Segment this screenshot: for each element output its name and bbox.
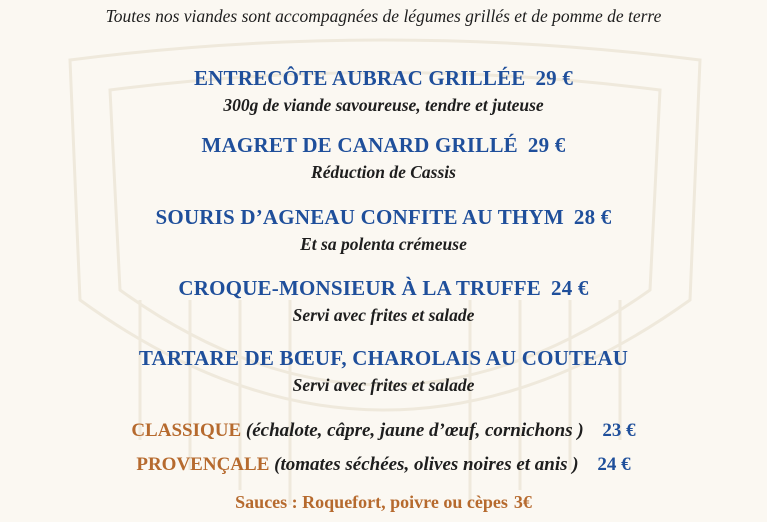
variant-price: 24 € <box>597 454 631 475</box>
dish-name: CROQUE-MONSIEUR À LA TRUFFE <box>178 276 542 300</box>
dish-name: SOURIS D’AGNEAU CONFITE AU THYM <box>155 205 564 229</box>
dish-croque-monsieur <box>0 276 767 326</box>
sauces-price: 3€ <box>513 492 532 512</box>
dish-entrecote <box>0 66 767 116</box>
dish-price: 28 € <box>573 205 612 229</box>
dish-description: Servi avec frites et salade <box>292 375 475 395</box>
dish-name: TARTARE DE BŒUF, CHAROLAIS AU COUTEAU <box>138 346 629 370</box>
dish-name: MAGRET DE CANARD GRILLÉ <box>201 133 518 157</box>
variant-detail: (tomates séchées, olives noires et anis ) <box>274 454 579 475</box>
variant-classique <box>0 420 767 442</box>
dish-title <box>0 276 767 301</box>
dish-price: 24 € <box>551 276 589 300</box>
dish-description: Et sa polenta crémeuse <box>300 234 467 254</box>
dish-title <box>0 346 767 371</box>
intro-note: Toutes nos viandes sont accompagnées de légumes grillés et de pomme de terre <box>105 6 662 26</box>
dish-description: 300g de viande savoureuse, tendre et juteuse <box>223 95 544 115</box>
dish-magret <box>0 133 767 183</box>
dish-name: ENTRECÔTE AUBRAC GRILLÉE <box>193 66 526 90</box>
variant-name: CLASSIQUE <box>131 420 242 441</box>
dish-tartare <box>0 346 767 396</box>
dish-price: 29 € <box>527 133 566 157</box>
sauces-line <box>0 492 767 513</box>
dish-title <box>0 205 767 230</box>
sauces-label: Sauces : Roquefort, poivre ou cèpes <box>235 492 508 512</box>
dish-souris-agneau <box>0 205 767 255</box>
variant-provencale <box>0 454 767 476</box>
variant-detail: (échalote, câpre, jaune d’œuf, cornichons ) <box>245 420 584 441</box>
dish-description: Réduction de Cassis <box>311 162 456 182</box>
dish-price: 29 € <box>535 66 574 90</box>
dish-title <box>0 133 767 158</box>
variant-price: 23 € <box>602 420 636 441</box>
dish-description: Servi avec frites et salade <box>292 305 475 325</box>
dish-title <box>0 66 767 91</box>
variant-name: PROVENÇALE <box>136 454 270 475</box>
